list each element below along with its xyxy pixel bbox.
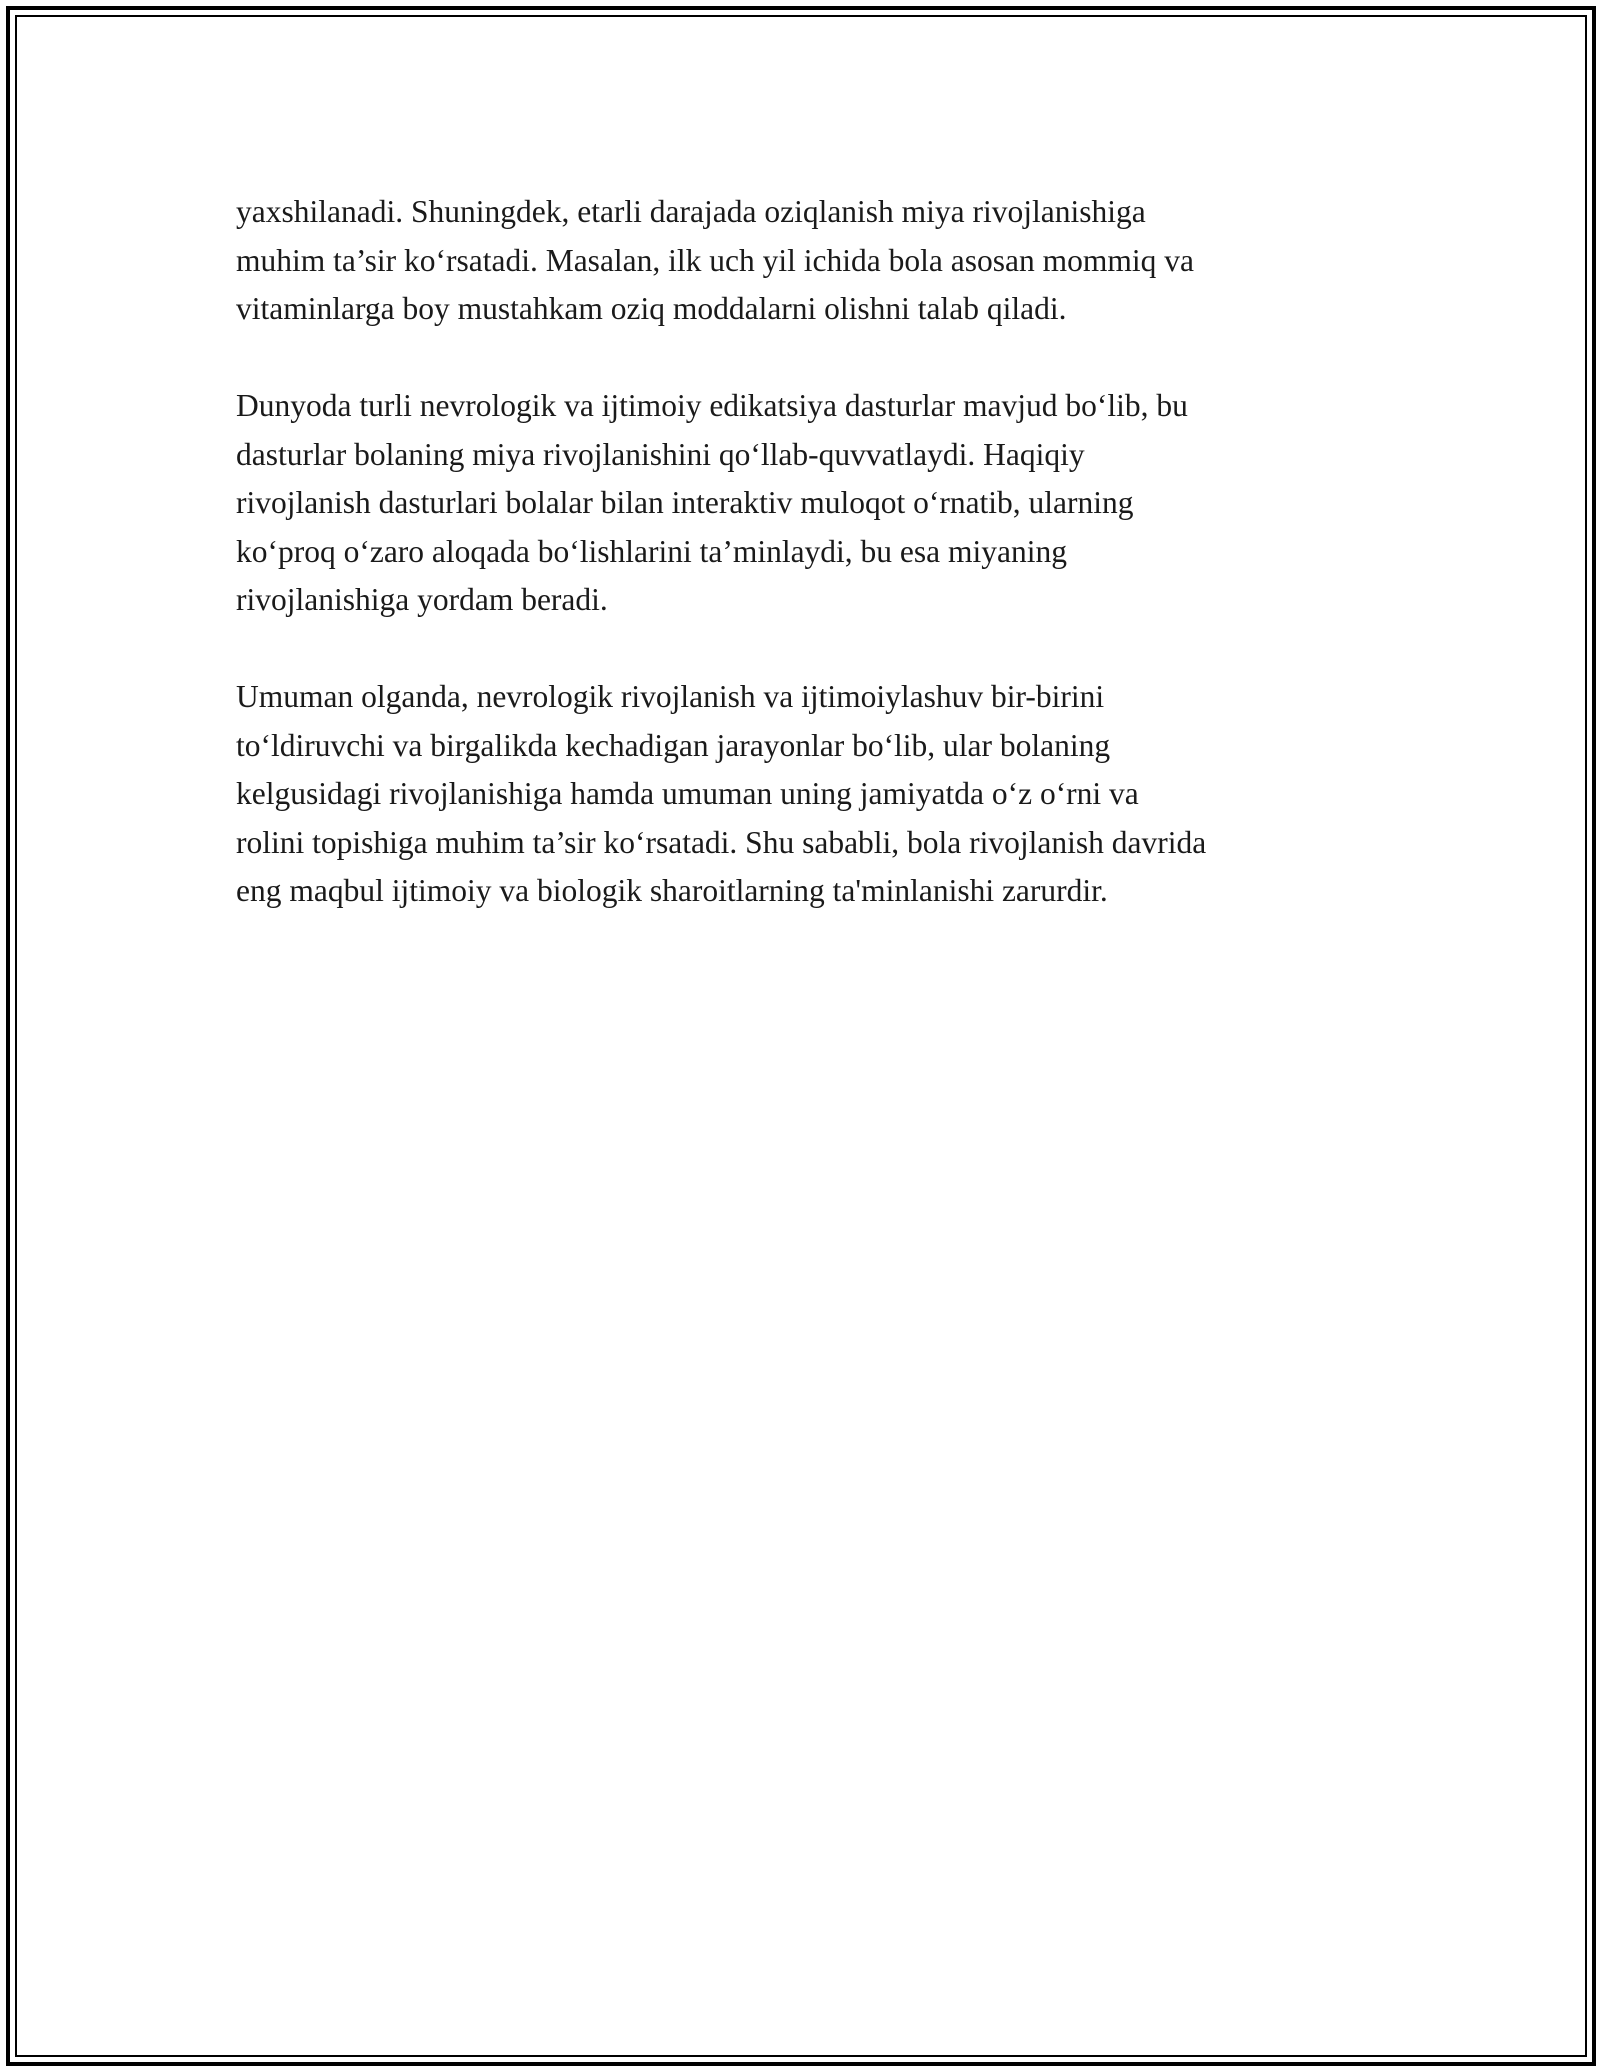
text-line: ko‘proq o‘zaro aloqada bo‘lishlarini ta’minlaydi, bu esa miyaning: [236, 533, 1068, 569]
text-line: eng maqbul ijtimoiy va biologik sharoitlarning ta'minlanishi zarurdir.: [236, 873, 1108, 908]
text-line: Dunyoda turli nevrologik va ijtimoiy edikatsiya dasturlar mavjud bo‘lib, bu: [236, 388, 1188, 423]
text-line: yaxshilanadi. Shuningdek, etarli darajada oziqlanish miya rivojlanishiga: [236, 194, 1146, 229]
paragraph-1: [236, 188, 1376, 334]
text-line: kelgusidagi rivojlanishiga hamda umuman uning jamiyatda o‘z o‘rni va: [236, 776, 1139, 811]
text-line: muhim ta’sir ko‘rsatadi. Masalan, ilk uch yil ichida bola asosan mommiq va: [236, 242, 1194, 278]
text-line: rolini topishiga muhim ta’sir ko‘rsatadi. Shu sababli, bola rivojlanish davrida: [236, 824, 1207, 860]
paragraph-2: [236, 382, 1376, 625]
text-line: vitaminlarga boy mustahkam oziq moddalarni olishni talab qiladi.: [236, 291, 1067, 326]
text-line: to‘ldiruvchi va birgalikda kechadigan jarayonlar bo‘lib, ular bolaning: [236, 727, 1111, 763]
text-line: rivojlanishiga yordam beradi.: [236, 582, 608, 617]
text-line: dasturlar bolaning miya rivojlanishini qo‘llab-quvvatlaydi. Haqiqiy: [236, 436, 1085, 472]
text-line: rivojlanish dasturlari bolalar bilan interaktiv muloqot o‘rnatib, ularning: [236, 485, 1134, 520]
document-body: [236, 188, 1376, 964]
paragraph-3: [236, 673, 1376, 916]
text-line: Umuman olganda, nevrologik rivojlanish va ijtimoiylashuv bir-birini: [236, 679, 1105, 714]
